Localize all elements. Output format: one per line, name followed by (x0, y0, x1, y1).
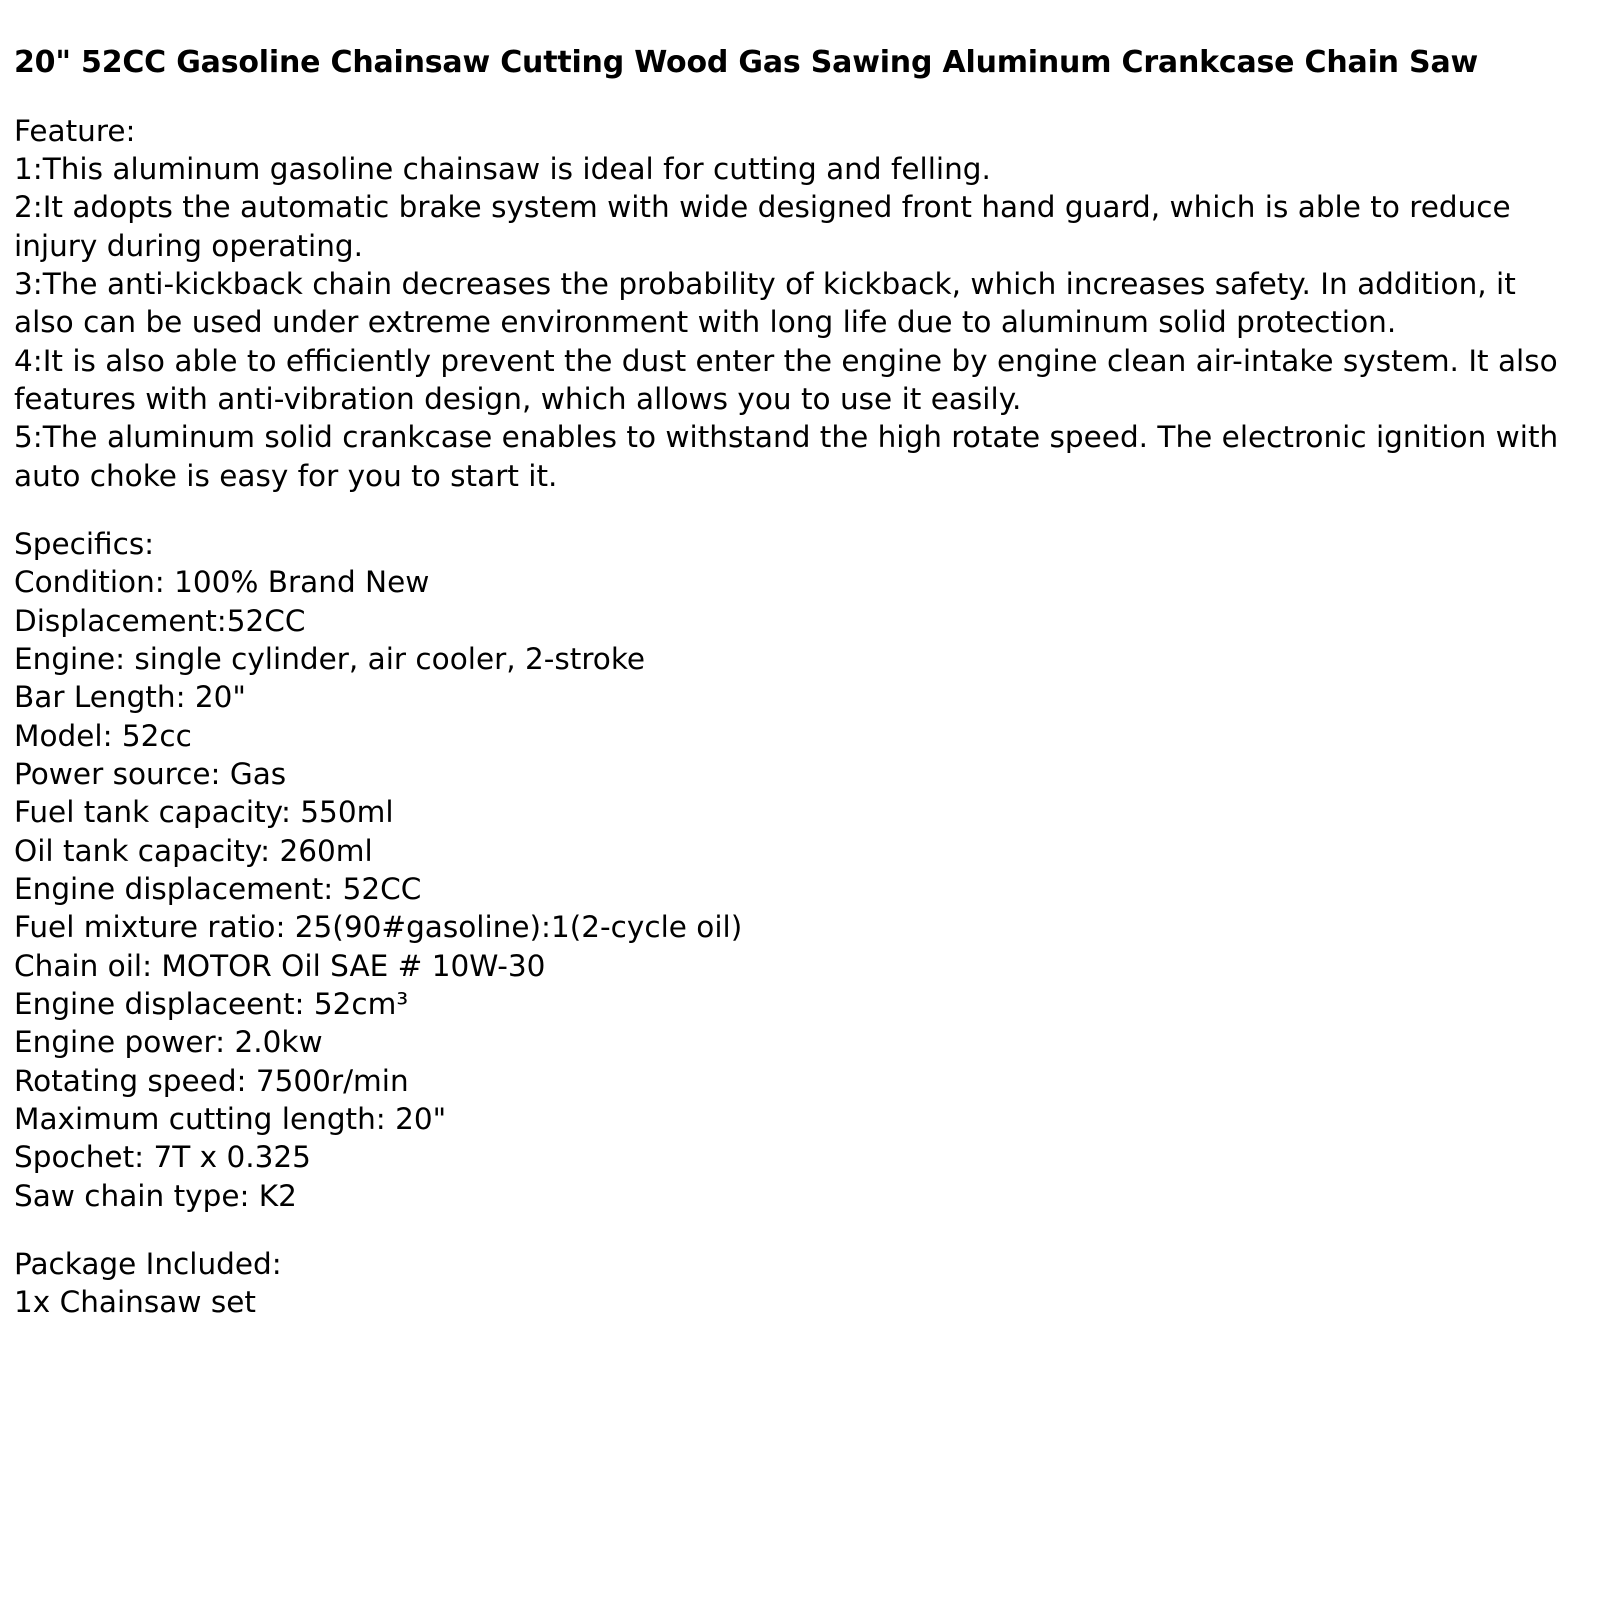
specifics-item: Spochet: 7T x 0.325 (14, 1140, 311, 1175)
feature-item: 5:The aluminum solid crankcase enables to withstand the high rotate speed. The electronic ignition with auto choke is easy for you to start it. (14, 420, 1559, 493)
specifics-item: Maximum cutting length: 20" (14, 1102, 447, 1137)
specifics-item: Saw chain type: K2 (14, 1178, 297, 1213)
package-heading: Package Included: (14, 1247, 282, 1282)
specifics-section (14, 525, 1580, 1215)
specifics-item: Oil tank capacity: 260ml (14, 833, 373, 868)
feature-heading: Feature: (14, 113, 136, 148)
specifics-item: Engine displaceent: 52cm³ (14, 987, 409, 1022)
specifics-item: Power source: Gas (14, 757, 287, 791)
specifics-item: Engine: single cylinder, air cooler, 2-stroke (14, 641, 646, 676)
specifics-item: Fuel mixture ratio: 25(90#gasoline):1(2-cycle oil) (14, 910, 743, 945)
package-section (14, 1245, 1580, 1322)
specifics-item: Engine displacement: 52CC (14, 872, 422, 907)
specifics-item: Model: 52cc (14, 718, 192, 753)
feature-item: 2:It adopts the automatic brake system with wide designed front hand guard, which is able to reduce injury during operating. (14, 190, 1511, 263)
feature-item: 3:The anti-kickback chain decreases the probability of kickback, which increases safety. In addition, it also can be used under extreme environment with long life due to aluminum solid protection. (14, 266, 1516, 340)
specifics-item: Rotating speed: 7500r/min (14, 1063, 409, 1098)
specifics-item: Bar Length: 20" (14, 680, 246, 715)
specifics-item: Fuel tank capacity: 550ml (14, 795, 394, 830)
specifics-item: Chain oil: MOTOR Oil SAE # 10W-30 (14, 948, 546, 983)
feature-item: 4:It is also able to efficiently prevent the dust enter the engine by engine clean air-intake system. It also features with anti-vibration design, which allows you to use it easily. (14, 343, 1558, 416)
package-item: 1x Chainsaw set (14, 1285, 256, 1320)
feature-item: 1:This aluminum gasoline chainsaw is ideal for cutting and felling. (14, 151, 991, 186)
section-gap (14, 495, 1580, 525)
page-title: 20" 52CC Gasoline Chainsaw Cutting Wood Gas Sawing Aluminum Crankcase Chain Saw (14, 45, 1479, 80)
section-gap (14, 1215, 1580, 1245)
specifics-item: Displacement:52CC (14, 603, 306, 638)
specifics-heading: Specifics: (14, 526, 155, 561)
specifics-item: Engine power: 2.0kw (14, 1025, 323, 1060)
specifics-item: Condition: 100% Brand New (14, 565, 430, 600)
feature-section (14, 112, 1580, 495)
